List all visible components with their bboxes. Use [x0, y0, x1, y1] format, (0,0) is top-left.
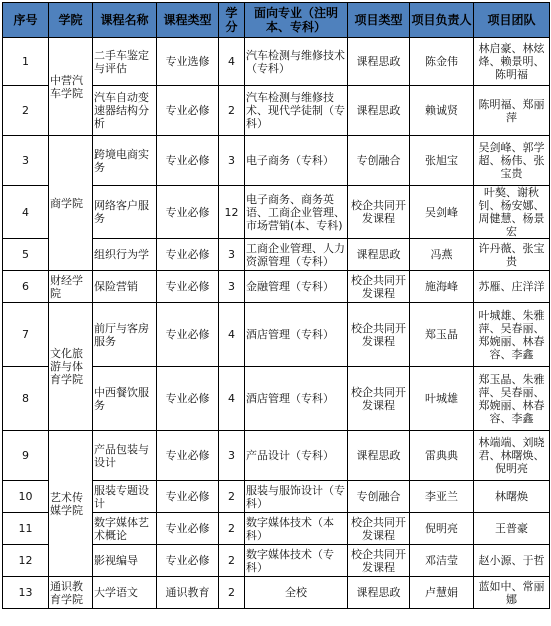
cell-major: 酒店管理（专科） [245, 367, 348, 431]
cell-team: 林曙焕 [474, 481, 550, 513]
header-no: 序号 [3, 3, 49, 38]
cell-course: 网络客户服务 [93, 186, 157, 239]
cell-leader: 赖诚贤 [410, 86, 474, 136]
cell-project-type: 课程思政 [348, 431, 410, 481]
cell-team: 吴剑峰、郭学超、杨伟、张宝贵 [474, 136, 550, 186]
cell-major: 数字媒体技术（专科） [245, 545, 348, 577]
cell-credit: 2 [219, 481, 245, 513]
header-course: 课程名称 [93, 3, 157, 38]
table-row [3, 577, 550, 609]
cell-course: 影视编导 [93, 545, 157, 577]
cell-no: 2 [3, 86, 49, 136]
cell-course-type: 专业必修 [157, 303, 219, 367]
cell-course: 跨境电商实务 [93, 136, 157, 186]
cell-course-type: 通识教育 [157, 577, 219, 609]
cell-project-type: 校企共同开发课程 [348, 271, 410, 303]
cell-leader: 卢慧娟 [410, 577, 474, 609]
cell-project-type: 校企共同开发课程 [348, 303, 410, 367]
cell-team: 叶城雄、朱雅萍、吴春丽、郑婉丽、林春容、李鑫 [474, 303, 550, 367]
table-row [3, 38, 550, 86]
cell-leader: 郑玉晶 [410, 303, 474, 367]
header-project-type: 项目类型 [348, 3, 410, 38]
cell-team: 赵小源、于哲 [474, 545, 550, 577]
cell-team: 蓝如中、常丽娜 [474, 577, 550, 609]
table-row [3, 271, 550, 303]
cell-credit: 12 [219, 186, 245, 239]
cell-major: 汽车检测与维修技术、现代学徒制（专科） [245, 86, 348, 136]
cell-no: 12 [3, 545, 49, 577]
cell-college: 中营汽车学院 [49, 38, 93, 136]
cell-course: 中西餐饮服务 [93, 367, 157, 431]
cell-major: 金融管理（专科） [245, 271, 348, 303]
cell-college: 通识教育学院 [49, 577, 93, 609]
cell-course: 大学语文 [93, 577, 157, 609]
cell-course-type: 专业必修 [157, 271, 219, 303]
cell-course: 二手车鉴定与评估 [93, 38, 157, 86]
cell-credit: 4 [219, 38, 245, 86]
cell-no: 4 [3, 186, 49, 239]
header-course-type: 课程类型 [157, 3, 219, 38]
header-major: 面向专业（注明本、专科） [245, 3, 348, 38]
cell-credit: 4 [219, 367, 245, 431]
project-table [2, 2, 550, 609]
cell-credit: 2 [219, 545, 245, 577]
cell-credit: 3 [219, 271, 245, 303]
cell-course-type: 专业必修 [157, 86, 219, 136]
table-row [3, 431, 550, 481]
header-credit: 学分 [219, 3, 245, 38]
header-leader: 项目负责人 [410, 3, 474, 38]
cell-no: 11 [3, 513, 49, 545]
cell-course: 前厅与客房服务 [93, 303, 157, 367]
cell-course-type: 专业选修 [157, 38, 219, 86]
header-team: 项目团队 [474, 3, 550, 38]
cell-credit: 3 [219, 136, 245, 186]
cell-leader: 吴剑峰 [410, 186, 474, 239]
cell-no: 6 [3, 271, 49, 303]
cell-course: 汽车自动变速器结构分析 [93, 86, 157, 136]
cell-major: 产品设计（专科） [245, 431, 348, 481]
cell-leader: 冯燕 [410, 239, 474, 271]
cell-leader: 张旭宝 [410, 136, 474, 186]
cell-no: 7 [3, 303, 49, 367]
cell-course-type: 专业必修 [157, 136, 219, 186]
cell-course-type: 专业必修 [157, 367, 219, 431]
cell-course: 产品包装与设计 [93, 431, 157, 481]
cell-team: 林启豪、林炫烽、赖景明、陈明福 [474, 38, 550, 86]
cell-project-type: 课程思政 [348, 577, 410, 609]
cell-leader: 邓洁莹 [410, 545, 474, 577]
cell-credit: 3 [219, 431, 245, 481]
cell-credit: 3 [219, 239, 245, 271]
cell-college: 文化旅游与体育学院 [49, 303, 93, 431]
cell-credit: 4 [219, 303, 245, 367]
cell-no: 13 [3, 577, 49, 609]
cell-no: 10 [3, 481, 49, 513]
cell-college: 商学院 [49, 136, 93, 271]
cell-team: 郑玉晶、朱雅萍、吴春丽、郑婉丽、林春容、李鑫 [474, 367, 550, 431]
cell-no: 3 [3, 136, 49, 186]
cell-leader: 叶城雄 [410, 367, 474, 431]
cell-credit: 2 [219, 86, 245, 136]
cell-leader: 雷典典 [410, 431, 474, 481]
cell-course: 组织行为学 [93, 239, 157, 271]
cell-college: 艺术传媒学院 [49, 431, 93, 577]
cell-team: 苏雁、庄洋洋 [474, 271, 550, 303]
cell-major: 酒店管理（专科） [245, 303, 348, 367]
cell-no: 8 [3, 367, 49, 431]
cell-team: 叶獒、谢秋钊、杨安娜、周健慧、杨景宏 [474, 186, 550, 239]
cell-team: 林端端、刘晓君、林曙焕、倪明亮 [474, 431, 550, 481]
cell-leader: 陈金伟 [410, 38, 474, 86]
cell-major: 服装与服饰设计（专科） [245, 481, 348, 513]
cell-course: 服装专题设计 [93, 481, 157, 513]
cell-course-type: 专业必修 [157, 186, 219, 239]
cell-team: 许丹薇、张宝贵 [474, 239, 550, 271]
cell-course: 数字媒体艺术概论 [93, 513, 157, 545]
table-row [3, 136, 550, 186]
cell-leader: 施海峰 [410, 271, 474, 303]
cell-college: 财经学院 [49, 271, 93, 303]
cell-project-type: 课程思政 [348, 239, 410, 271]
cell-major: 全校 [245, 577, 348, 609]
cell-major: 工商企业管理、人力资源管理（专科） [245, 239, 348, 271]
cell-project-type: 校企共同开发课程 [348, 367, 410, 431]
cell-project-type: 课程思政 [348, 86, 410, 136]
cell-leader: 倪明亮 [410, 513, 474, 545]
cell-project-type: 校企共同开发课程 [348, 545, 410, 577]
cell-course-type: 专业必修 [157, 431, 219, 481]
cell-major: 电子商务、商务英语、工商企业管理、市场营销(本、专科) [245, 186, 348, 239]
cell-no: 9 [3, 431, 49, 481]
cell-no: 5 [3, 239, 49, 271]
cell-no: 1 [3, 38, 49, 86]
cell-project-type: 校企共同开发课程 [348, 513, 410, 545]
cell-project-type: 课程思政 [348, 38, 410, 86]
cell-course-type: 专业必修 [157, 513, 219, 545]
header-college: 学院 [49, 3, 93, 38]
cell-credit: 2 [219, 513, 245, 545]
cell-team: 王普豪 [474, 513, 550, 545]
cell-course-type: 专业必修 [157, 481, 219, 513]
cell-course-type: 专业必修 [157, 239, 219, 271]
cell-project-type: 校企共同开发课程 [348, 186, 410, 239]
cell-major: 数字媒体技术（本科） [245, 513, 348, 545]
cell-major: 电子商务（专科） [245, 136, 348, 186]
table-row [3, 303, 550, 367]
cell-team: 陈明福、郑丽萍 [474, 86, 550, 136]
cell-course: 保险营销 [93, 271, 157, 303]
cell-credit: 2 [219, 577, 245, 609]
cell-course-type: 专业必修 [157, 545, 219, 577]
cell-project-type: 专创融合 [348, 481, 410, 513]
header-row [3, 3, 550, 38]
cell-project-type: 专创融合 [348, 136, 410, 186]
cell-leader: 李亚兰 [410, 481, 474, 513]
cell-major: 汽车检测与维修技术（专科） [245, 38, 348, 86]
